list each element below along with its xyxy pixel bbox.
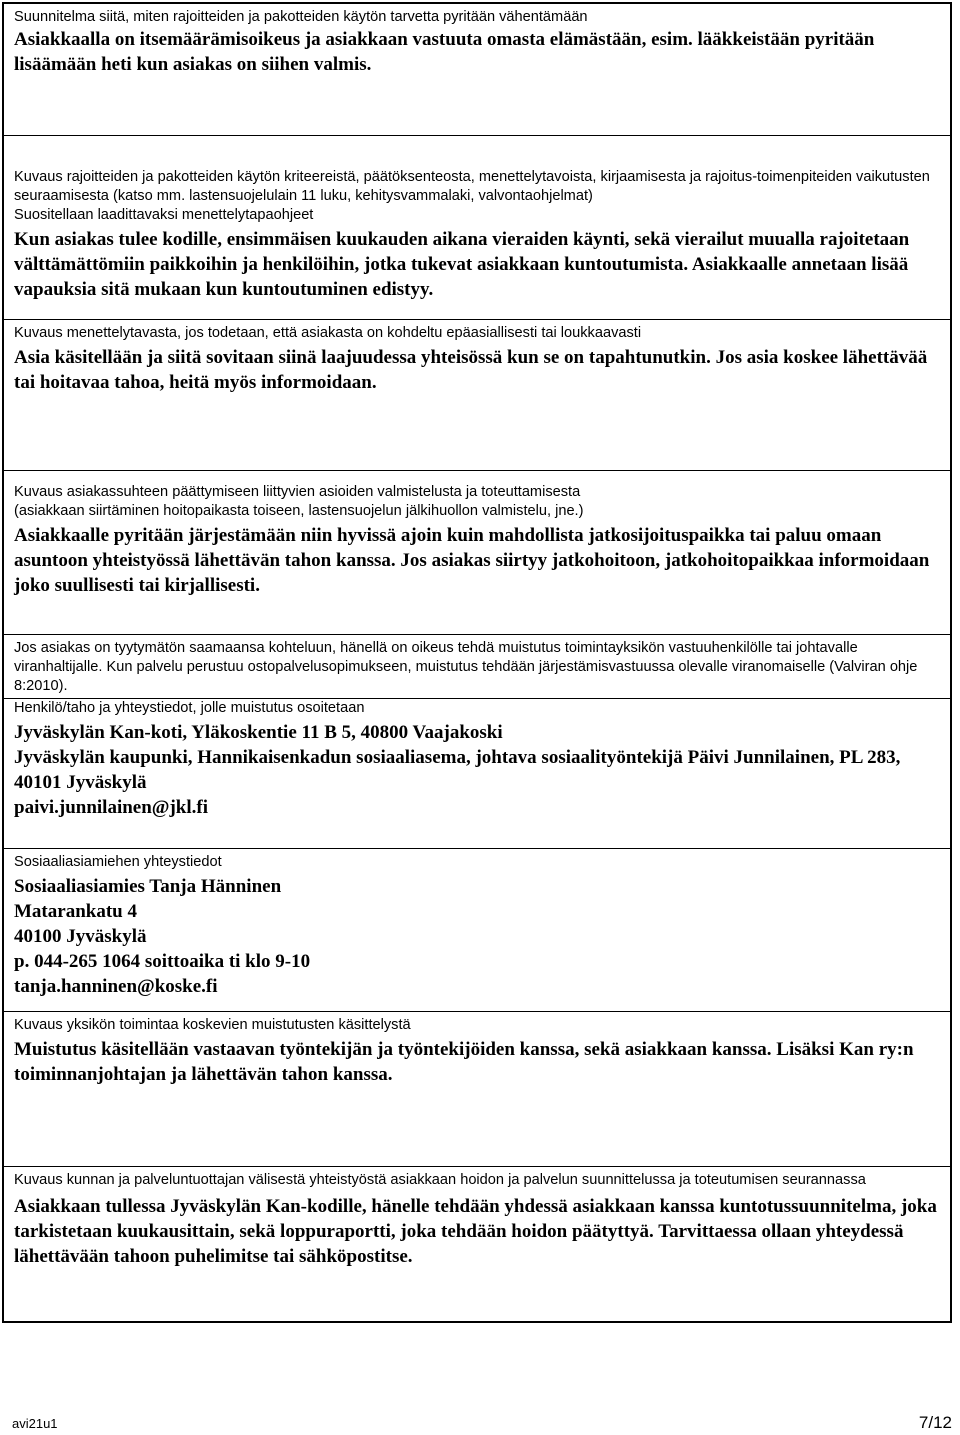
section-social-ombudsman xyxy=(4,849,950,1012)
ombudsman-street: Matarankatu 4 xyxy=(14,901,137,922)
page-number: 7/12 xyxy=(918,1413,952,1432)
form-frame xyxy=(2,2,952,1323)
section-label: Jos asiakas on tyytymätön saamaansa kohteluun, hänellä on oikeus tehdä muistutus toimintayksikön vastuuhenkilölle tai johtavalle viranhaltijalle. Kun palvelu perustuu ostopalvelusopimukseen, muistutus tehdään järjestämisvastuussa olevalle viranomaiselle (Valviran ohje 8:2010). xyxy=(14,640,918,694)
section-label: Kuvaus asiakassuhteen päättymiseen liittyvien asioiden valmistelusta ja toteuttamisesta xyxy=(14,484,581,500)
section-label: Henkilö/taho ja yhteystiedot, jolle muistutus osoitetaan xyxy=(14,700,365,716)
section-label: Sosiaaliasiamiehen yhteystiedot xyxy=(14,854,222,870)
ombudsman-phone: p. 044-265 1064 soittoaika ti klo 9-10 xyxy=(14,951,311,972)
section-restraint-reduction-plan xyxy=(4,4,950,136)
section-label: Kuvaus yksikön toimintaa koskevien muistutusten käsittelystä xyxy=(14,1017,411,1033)
section-answer: Asia käsitellään ja siitä sovitaan siinä laajuudessa yhteisössä kun se on tapahtunutkin. Jos asia koskee lähettävää tai hoitavaa tahoa, heitä myös informoidaan. xyxy=(14,347,928,393)
section-answer: Muistutus käsitellään vastaavan työntekijän ja työntekijöiden kanssa, sekä asiakkaan kanssa. Lisäksi Kan ry:n toiminnanjohtajan ja lähettävän tahon kanssa. xyxy=(14,1039,914,1085)
form-code: avi21u1 xyxy=(12,1416,58,1431)
section-label: Kuvaus menettelytavasta, jos todetaan, että asiakasta on kohdeltu epäasiallisesti tai loukkaavasti xyxy=(14,325,642,341)
section-client-relationship-end xyxy=(4,471,950,635)
contact-line: Jyväskylän kaupunki, Hannikaisenkadun sosiaaliasema, johtava sosiaalityöntekijä Päivi Junnilainen, PL 283, 40101 Jyväskylä xyxy=(14,747,901,793)
ombudsman-city: 40100 Jyväskylä xyxy=(14,926,147,947)
email-link[interactable]: tanja.hanninen@koske.fi xyxy=(14,976,218,997)
section-complaint-right xyxy=(4,635,950,699)
section-sublabel: Suositellaan laadittavaksi menettelytapaohjeet xyxy=(14,207,314,223)
section-answer: Asiakkaalle pyritään järjestämään niin hyvissä ajoin kuin mahdollista jatkosijoituspaikka tai paluu omaan asuntoon yhteistyössä lähettävän tahon kanssa. Jos asiakas siirtyy jatkohoitoon, jatkohoitopaikkaa informoidaan joko suullisesti tai kirjallisesti. xyxy=(14,525,930,596)
ombudsman-name: Sosiaaliasiamies Tanja Hänninen xyxy=(14,876,282,897)
email-link[interactable]: paivi.junnilainen@jkl.fi xyxy=(14,797,209,818)
section-label: Kuvaus rajoitteiden ja pakotteiden käytön kriteereistä, päätöksenteosta, menettelytavoista, kirjaamisesta ja rajoitus-toimenpiteiden vaikutusten seuraamisesta (katso mm. lastensuojelulain 11 luku, kehitysvammalaki, valvontaohjelmat) xyxy=(14,169,930,204)
section-answer: Kun asiakas tulee kodille, ensimmäisen kuukauden aikana vieraiden käynti, sekä vierailut muualla rajoitetaan välttämättömiin paikkoihin ja henkilöihin, jotka tukevat asiakkaan kuntoutumista. Asiakkaalle annetaan lisää vapauksia sitä mukaan kun kuntoutuminen edistyy. xyxy=(14,229,910,300)
section-restraint-criteria xyxy=(4,136,950,320)
section-mistreatment-procedure xyxy=(4,320,950,471)
section-complaint-handling xyxy=(4,1012,950,1167)
contact-line: Jyväskylän Kan-koti, Yläkoskentie 11 B 5, 40800 Vaajakoski xyxy=(14,722,503,743)
section-municipal-cooperation xyxy=(4,1167,950,1321)
section-complaint-contact xyxy=(4,699,950,849)
section-answer: Asiakkaan tullessa Jyväskylän Kan-kodille, hänelle tehdään yhdessä asiakkaan kanssa kuntotussuunnitelma, joka tarkistetaan kuukausittain, sekä loppuraportti, joka tehdään hoidon päätyttyä. Tarvittaessa ollaan yhteydessä lähettävään tahoon puhelimitse tai sähköpostitse. xyxy=(14,1196,937,1267)
section-label: Suunnitelma siitä, miten rajoitteiden ja pakotteiden käytön tarvetta pyritään vähentämään xyxy=(14,9,588,25)
section-answer: Asiakkaalla on itsemäärämisoikeus ja asiakkaan vastuuta omasta elämästään, esim. lääkkeistään pyritään lisäämään heti kun asiakas on siihen valmis. xyxy=(14,29,875,75)
section-label: Kuvaus kunnan ja palveluntuottajan välisestä yhteistyöstä asiakkaan hoidon ja palvelun suunnittelussa ja toteutumisen seurannassa xyxy=(14,1172,866,1188)
section-sublabel: (asiakkaan siirtäminen hoitopaikasta toiseen, lastensuojelun jälkihuollon valmistelu, jne.) xyxy=(14,503,584,519)
